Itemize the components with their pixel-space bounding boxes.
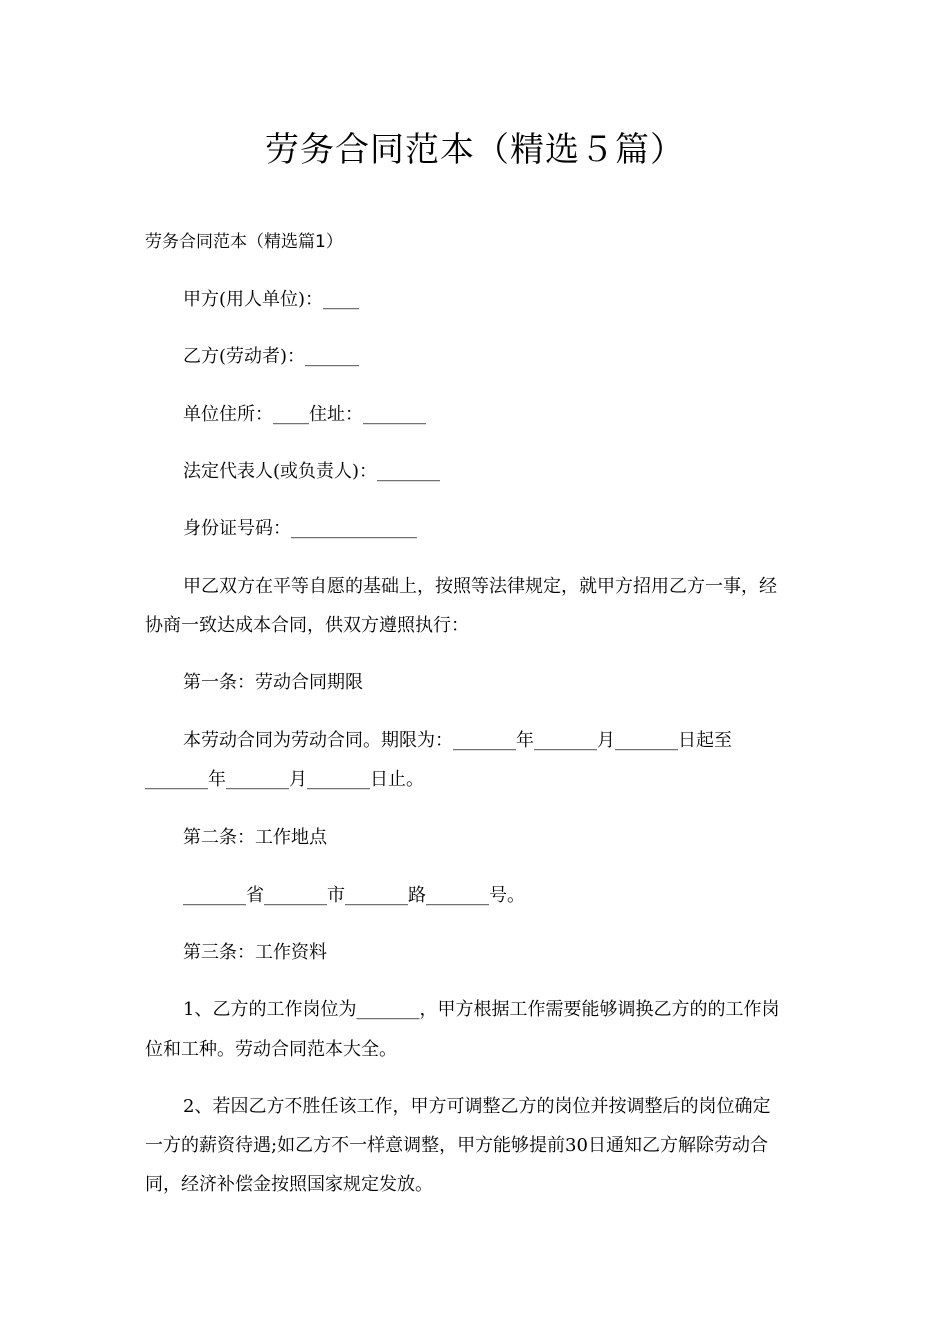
clause-one-line-2: 位和工种。劳动合同范本大全。 [145,1039,397,1060]
legal-representative-line: 法定代表人(或负责人)：_______ [183,461,441,482]
clause-two-line-2: 一方的薪资待遇;如乙方不一样意调整，甲方能够提前30日通知乙方解除劳动合 [145,1135,768,1156]
contract-term-line-1: 本劳动合同为劳动合同。期限为：_______年_______月_______日起至 [183,730,732,751]
clause-two-line-3: 同，经济补偿金按照国家规定发放。 [145,1174,433,1195]
contract-term-line-2: _______年_______月_______日止。 [145,769,424,790]
party-a-line: 甲方(用人单位)：____ [183,289,360,310]
document-title: 劳务合同范本（精选５篇） [265,130,685,170]
article-three-heading: 第三条：工作资料 [183,942,327,963]
preamble-line-2: 协商一致达成本合同，供双方遵照执行： [145,615,469,636]
preamble-line-1: 甲乙双方在平等自愿的基础上，按照等法律规定，就甲方招用乙方一事，经 [183,576,777,597]
article-two-heading: 第二条：工作地点 [183,827,327,848]
id-number-line: 身份证号码：______________ [183,518,417,539]
clause-one-line-1: 1、乙方的工作岗位为_______，甲方根据工作需要能够调换乙方的的工作岗 [183,999,780,1020]
clause-two-line-1: 2、若因乙方不胜任该工作，甲方可调整乙方的岗位并按调整后的岗位确定 [183,1096,771,1117]
address-line: 单位住所：____住址：_______ [183,404,426,425]
party-b-line: 乙方(劳动者)：______ [183,346,360,367]
section-title: 劳务合同范本（精选篇1） [145,232,343,252]
work-location-line: _______省_______市_______路_______号。 [183,885,525,906]
article-one-heading: 第一条：劳动合同期限 [183,672,363,693]
